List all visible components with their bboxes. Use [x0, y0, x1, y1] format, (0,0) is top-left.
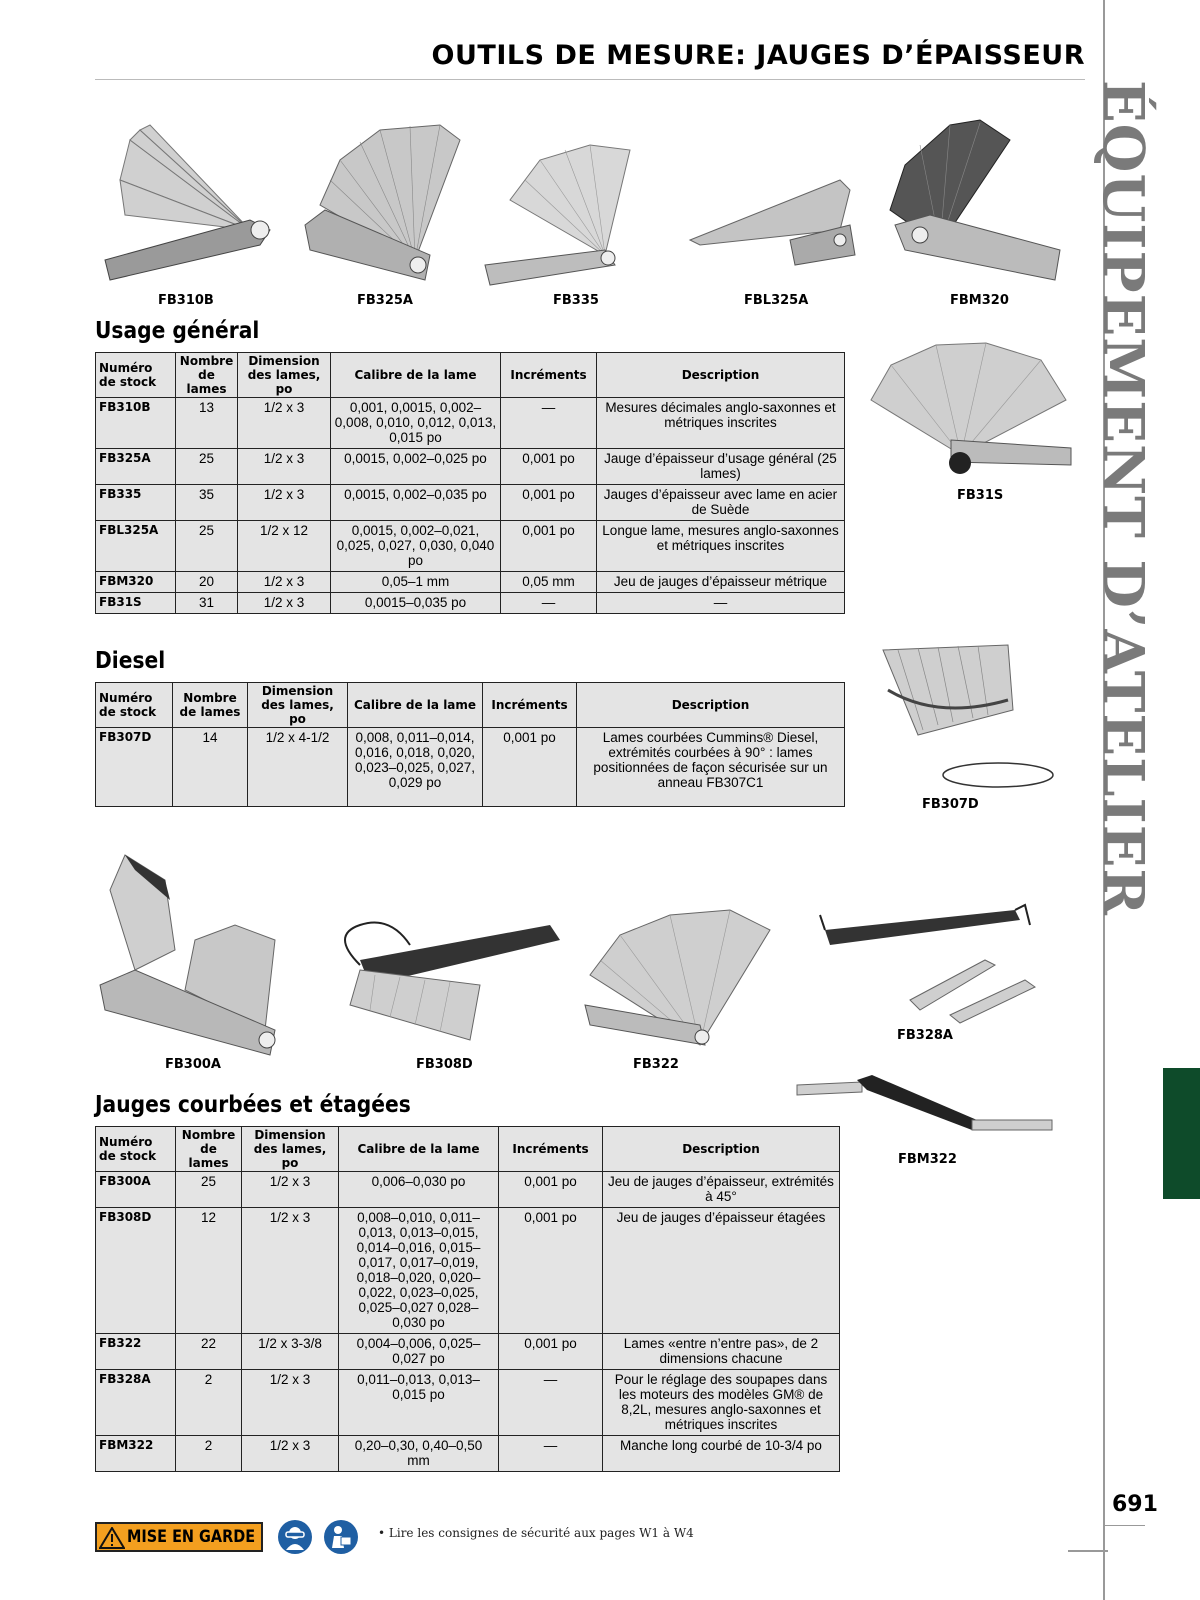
- cell-description: Jauges d’épaisseur avec lame en acier de Suède: [597, 485, 845, 521]
- product-image-fb310b: [100, 120, 280, 285]
- col-header-gauge: Calibre de la lame: [339, 1127, 499, 1172]
- cell-stock: FB325A: [96, 449, 176, 485]
- warning-badge: [95, 1522, 263, 1552]
- cell-dimension: 1/2 x 3: [238, 398, 331, 449]
- cell-description: —: [597, 593, 845, 614]
- table-row: [96, 1334, 840, 1370]
- sidebar-title-text: ÉQUIPEMENT D’ATELIER: [1090, 80, 1156, 916]
- col-header-dimension: Dimension des lames, po: [242, 1127, 339, 1172]
- col-header-stock: Numéro de stock: [96, 353, 176, 398]
- cell-increments: 0,001 po: [501, 449, 597, 485]
- cell-count: 13: [176, 398, 238, 449]
- image-label-fb308d: FB308D: [416, 1057, 473, 1072]
- table-row: [96, 1208, 840, 1334]
- cell-count: 22: [176, 1334, 242, 1370]
- cell-count: 2: [176, 1370, 242, 1436]
- cell-description: Jauge d’épaisseur d’usage général (25 lames): [597, 449, 845, 485]
- table-row: [96, 728, 845, 807]
- cell-gauge: 0,20–0,30, 0,40–0,50 mm: [339, 1436, 499, 1472]
- spec-table-diesel: [95, 682, 845, 807]
- product-image-fb300a: [95, 850, 295, 1060]
- cell-description: Longue lame, mesures anglo-saxonnes et métriques inscrites: [597, 521, 845, 572]
- col-header-gauge: Calibre de la lame: [331, 353, 501, 398]
- cell-increments: —: [499, 1436, 603, 1472]
- cell-description: Lames «entre n’entre pas», de 2 dimensions chacune: [603, 1334, 840, 1370]
- table-row: [96, 449, 845, 485]
- cell-gauge: 0,0015, 0,002–0,021, 0,025, 0,027, 0,030, 0,040 po: [331, 521, 501, 572]
- table-row: [96, 398, 845, 449]
- table-row: [96, 485, 845, 521]
- cell-count: 25: [176, 1172, 242, 1208]
- cell-increments: 0,001 po: [501, 521, 597, 572]
- cell-stock: FB322: [96, 1334, 176, 1370]
- cell-dimension: 1/2 x 3: [238, 449, 331, 485]
- col-header-description: Description: [603, 1127, 840, 1172]
- cell-count: 35: [176, 485, 238, 521]
- page-number: 691: [1112, 1492, 1158, 1517]
- cell-gauge: 0,008, 0,011–0,014, 0,016, 0,018, 0,020, 0,023–0,025, 0,027, 0,029 po: [348, 728, 483, 807]
- cell-stock: FB328A: [96, 1370, 176, 1436]
- page-title: OUTILS DE MESURE: JAUGES D’ÉPAISSEUR: [431, 40, 1085, 71]
- cell-gauge: 0,0015, 0,002–0,035 po: [331, 485, 501, 521]
- product-image-fbl325a: [690, 170, 860, 270]
- cell-increments: 0,001 po: [499, 1334, 603, 1370]
- table-row: [96, 521, 845, 572]
- spec-table-usage-general: [95, 352, 845, 614]
- cell-increments: 0,001 po: [501, 485, 597, 521]
- product-image-fb328a: [820, 905, 1045, 1025]
- image-label-fb31s: FB31S: [957, 488, 1004, 503]
- cell-gauge: 0,001, 0,0015, 0,002–0,008, 0,010, 0,012, 0,013, 0,015 po: [331, 398, 501, 449]
- cell-stock: FB308D: [96, 1208, 176, 1334]
- title-divider: [95, 79, 1085, 80]
- cell-dimension: 1/2 x 3: [242, 1172, 339, 1208]
- cell-description: Manche long courbé de 10-3/4 po: [603, 1436, 840, 1472]
- cell-count: 2: [176, 1436, 242, 1472]
- col-header-count: Nombre de lames: [173, 683, 248, 728]
- cell-increments: 0,001 po: [499, 1208, 603, 1334]
- cell-count: 31: [176, 593, 238, 614]
- cell-stock: FBL325A: [96, 521, 176, 572]
- section-title-diesel: Diesel: [95, 648, 166, 674]
- product-image-fbm320: [890, 115, 1070, 290]
- warning-label: MISE EN GARDE: [127, 1527, 256, 1547]
- col-header-increments: Incréments: [483, 683, 577, 728]
- cell-count: 25: [176, 521, 238, 572]
- table-row: [96, 572, 845, 593]
- product-image-fb335: [480, 140, 640, 295]
- cell-gauge: 0,004–0,006, 0,025–0,027 po: [339, 1334, 499, 1370]
- cell-stock: FBM322: [96, 1436, 176, 1472]
- cell-stock: FB300A: [96, 1172, 176, 1208]
- cell-count: 20: [176, 572, 238, 593]
- sidebar-vertical-title: [1090, 80, 1160, 1000]
- cell-description: Lames courbées Cummins® Diesel, extrémités courbées à 90° : lames positionnées de façon sécurisée sur un anneau FB307C1: [577, 728, 845, 807]
- cell-gauge: 0,011–0,013, 0,013–0,015 po: [339, 1370, 499, 1436]
- cell-stock: FB335: [96, 485, 176, 521]
- cell-increments: 0,001 po: [483, 728, 577, 807]
- image-label-fb325a: FB325A: [357, 293, 413, 308]
- footer-rule: [1068, 1550, 1108, 1552]
- cell-gauge: 0,05–1 mm: [331, 572, 501, 593]
- cell-description: Mesures décimales anglo-saxonnes et métriques inscrites: [597, 398, 845, 449]
- cell-description: Jeu de jauges d’épaisseur métrique: [597, 572, 845, 593]
- cell-dimension: 1/2 x 3: [238, 593, 331, 614]
- col-header-description: Description: [597, 353, 845, 398]
- cell-increments: —: [501, 593, 597, 614]
- cell-count: 14: [173, 728, 248, 807]
- image-label-fb310b: FB310B: [158, 293, 214, 308]
- safety-note: • Lire les consignes de sécurité aux pages W1 à W4: [378, 1526, 694, 1540]
- cell-dimension: 1/2 x 12: [238, 521, 331, 572]
- safety-glasses-icon: [278, 1520, 312, 1554]
- cell-gauge: 0,0015–0,035 po: [331, 593, 501, 614]
- table-header-row: [96, 683, 845, 728]
- cell-increments: 0,001 po: [499, 1172, 603, 1208]
- cell-gauge: 0,008–0,010, 0,011–0,013, 0,013–0,015, 0,014–0,016, 0,015–0,017, 0,017–0,019, 0,018–0,020, 0,020–0,022, 0,023–0,025, 0,025–0,027 0,028–0,030 po: [339, 1208, 499, 1334]
- cell-stock: FB307D: [96, 728, 173, 807]
- table-row: [96, 1370, 840, 1436]
- cell-dimension: 1/2 x 4-1/2: [248, 728, 348, 807]
- image-label-fbl325a: FBL325A: [744, 293, 809, 308]
- cell-dimension: 1/2 x 3: [242, 1370, 339, 1436]
- col-header-stock: Numéro de stock: [96, 683, 173, 728]
- warning-triangle-icon: [99, 1527, 125, 1549]
- image-label-fbm320: FBM320: [950, 293, 1009, 308]
- cell-gauge: 0,0015, 0,002–0,025 po: [331, 449, 501, 485]
- cell-stock: FB310B: [96, 398, 176, 449]
- col-header-dimension: Dimension des lames, po: [248, 683, 348, 728]
- image-label-fb328a: FB328A: [897, 1028, 953, 1043]
- table-header-row: [96, 1127, 840, 1172]
- cell-increments: 0,05 mm: [501, 572, 597, 593]
- cell-description: Pour le réglage des soupapes dans les moteurs des modèles GM® de 8,2L, mesures anglo-saxonnes et métriques inscrites: [603, 1370, 840, 1436]
- product-image-fb322: [580, 905, 780, 1055]
- col-header-increments: Incréments: [501, 353, 597, 398]
- cell-dimension: 1/2 x 3: [238, 485, 331, 521]
- col-header-description: Description: [577, 683, 845, 728]
- image-label-fb335: FB335: [553, 293, 599, 308]
- table-header-row: [96, 353, 845, 398]
- table-row: [96, 1172, 840, 1208]
- image-label-fb300a: FB300A: [165, 1057, 221, 1072]
- col-header-count: Nombre de lames: [176, 1127, 242, 1172]
- product-image-fb307d: [878, 640, 1068, 800]
- col-header-dimension: Dimension des lames, po: [238, 353, 331, 398]
- cell-stock: FBM320: [96, 572, 176, 593]
- col-header-gauge: Calibre de la lame: [348, 683, 483, 728]
- cell-increments: —: [499, 1370, 603, 1436]
- col-header-stock: Numéro de stock: [96, 1127, 176, 1172]
- spec-table-jauges-courbees: [95, 1126, 840, 1472]
- cell-dimension: 1/2 x 3: [238, 572, 331, 593]
- table-row: [96, 593, 845, 614]
- cell-stock: FB31S: [96, 593, 176, 614]
- read-manual-icon: [324, 1520, 358, 1554]
- table-row: [96, 1436, 840, 1472]
- section-tab: [1163, 1068, 1200, 1199]
- cell-description: Jeu de jauges d’épaisseur étagées: [603, 1208, 840, 1334]
- image-label-fb307d: FB307D: [922, 797, 979, 812]
- cell-count: 25: [176, 449, 238, 485]
- cell-dimension: 1/2 x 3: [242, 1436, 339, 1472]
- product-image-fb325a: [300, 120, 475, 285]
- cell-dimension: 1/2 x 3-3/8: [242, 1334, 339, 1370]
- cell-increments: —: [501, 398, 597, 449]
- page-number-rule: [1105, 1525, 1145, 1526]
- product-image-fb308d: [330, 915, 580, 1050]
- cell-description: Jeu de jauges d’épaisseur, extrémités à 45°: [603, 1172, 840, 1208]
- product-image-fb31s: [866, 340, 1076, 480]
- col-header-count: Nombre de lames: [176, 353, 238, 398]
- col-header-increments: Incréments: [499, 1127, 603, 1172]
- cell-gauge: 0,006–0,030 po: [339, 1172, 499, 1208]
- image-label-fb322: FB322: [633, 1057, 679, 1072]
- cell-dimension: 1/2 x 3: [242, 1208, 339, 1334]
- image-label-fbm322: FBM322: [898, 1152, 957, 1167]
- section-title-jauges-courbees: Jauges courbées et étagées: [95, 1092, 411, 1118]
- section-title-usage-general: Usage général: [95, 318, 260, 344]
- cell-count: 12: [176, 1208, 242, 1334]
